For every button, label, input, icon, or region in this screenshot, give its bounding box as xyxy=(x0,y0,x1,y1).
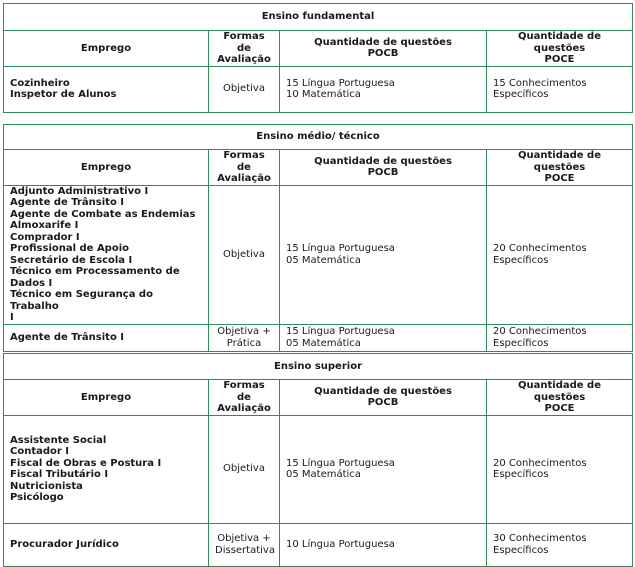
pocb-cell: 10 Língua Portuguesa xyxy=(280,523,487,566)
header-pocb: Quantidade de questões POCB xyxy=(280,380,487,416)
table-row xyxy=(4,415,633,523)
poce-cell: 20 Conhecimentos Específicos xyxy=(487,185,633,324)
header-formas: Formas de Avaliação xyxy=(209,380,280,416)
poce-cell: 20 Conhecimentos Específicos xyxy=(487,324,633,351)
pocb-cell: 15 Língua Portuguesa 05 Matemática xyxy=(280,415,487,523)
table-row xyxy=(4,185,633,324)
formas-cell: Objetiva xyxy=(209,415,280,523)
emprego-cell: Procurador Jurídico xyxy=(4,523,209,566)
header-emprego: Emprego xyxy=(4,31,209,67)
section-title: Ensino superior xyxy=(4,354,633,380)
pocb-cell: 15 Língua Portuguesa 05 Matemática xyxy=(280,324,487,351)
emprego-cell: Agente de Trânsito I xyxy=(4,324,209,351)
table-row xyxy=(4,66,633,112)
section-title: Ensino fundamental xyxy=(4,4,633,31)
header-poce: Quantidade de questões POCE xyxy=(487,31,633,67)
table-row xyxy=(4,523,633,566)
section-title: Ensino médio/ técnico xyxy=(4,125,633,150)
poce-cell: 20 Conhecimentos Específicos xyxy=(487,415,633,523)
emprego-cell: Cozinheiro Inspetor de Alunos xyxy=(4,66,209,112)
table-ensino-fundamental xyxy=(3,3,633,113)
poce-cell: 30 Conhecimentos Específicos xyxy=(487,523,633,566)
emprego-cell: Assistente Social Contador I Fiscal de Obras e Postura I Fiscal Tributário I Nutricionista Psicólogo xyxy=(4,415,209,523)
header-emprego: Emprego xyxy=(4,380,209,416)
pocb-cell: 15 Língua Portuguesa 05 Matemática xyxy=(280,185,487,324)
table-ensino-medio-tecnico xyxy=(3,124,633,352)
poce-cell: 15 Conhecimentos Específicos xyxy=(487,66,633,112)
header-poce: Quantidade de questões POCE xyxy=(487,150,633,186)
table-row xyxy=(4,324,633,351)
header-formas: Formas de Avaliação xyxy=(209,150,280,186)
formas-cell: Objetiva xyxy=(209,185,280,324)
formas-cell: Objetiva xyxy=(209,66,280,112)
emprego-cell: Adjunto Administrativo I Agente de Trânsito I Agente de Combate as Endemias Almoxarife I Comprador I Profissional de Apoio Secretário de Escola I Técnico em Processamento de Dados I Técnico em Segurança do Trabalho I xyxy=(4,185,209,324)
table-ensino-superior xyxy=(3,353,633,567)
header-pocb: Quantidade de questões POCB xyxy=(280,150,487,186)
header-pocb: Quantidade de questões POCB xyxy=(280,31,487,67)
pocb-cell: 15 Língua Portuguesa 10 Matemática xyxy=(280,66,487,112)
header-formas: Formas de Avaliação xyxy=(209,31,280,67)
header-poce: Quantidade de questões POCE xyxy=(487,380,633,416)
formas-cell: Objetiva + Dissertativa xyxy=(209,523,280,566)
header-emprego: Emprego xyxy=(4,150,209,186)
formas-cell: Objetiva + Prática xyxy=(209,324,280,351)
